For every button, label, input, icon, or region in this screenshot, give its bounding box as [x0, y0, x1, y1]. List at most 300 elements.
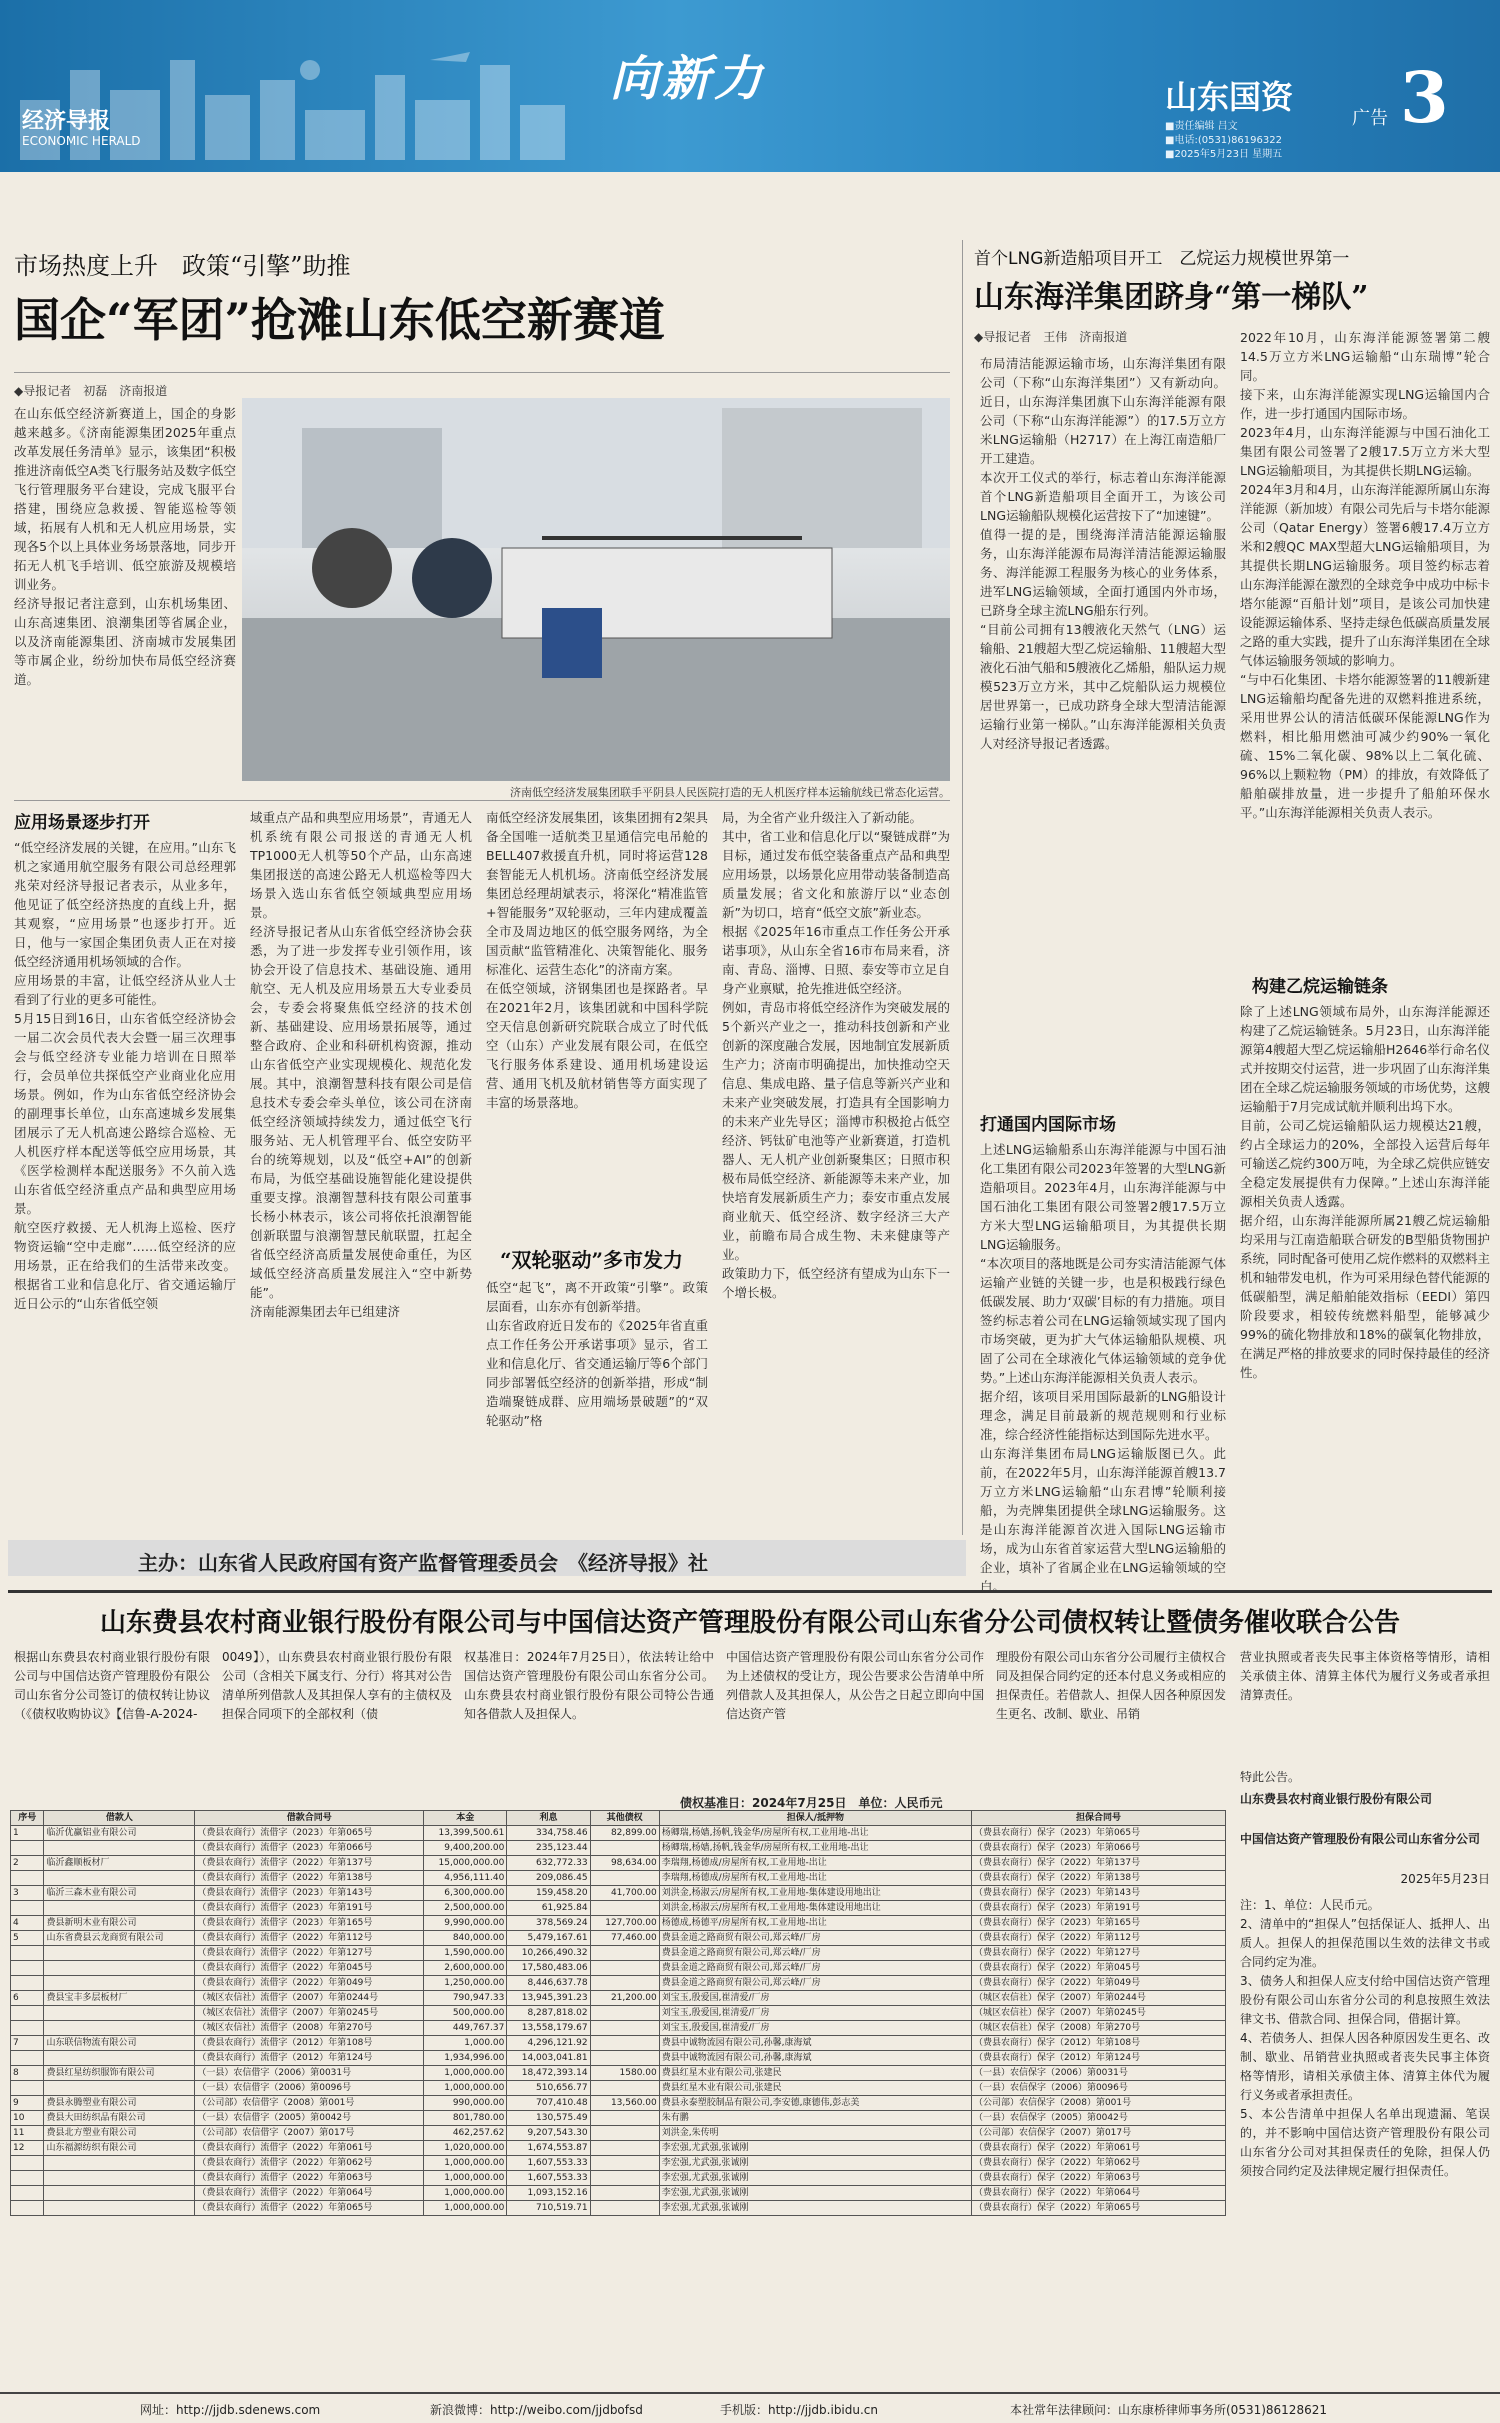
- table-cell: [44, 1961, 195, 1976]
- table-cell: （城区农信社）保字（2007）年第0244号: [972, 1991, 1226, 2006]
- table-cell: 费县永腾塑业有限公司: [44, 2096, 195, 2111]
- table-cell: [11, 1901, 44, 1916]
- table-cell: 5: [11, 1931, 44, 1946]
- table-cell: [11, 1976, 44, 1991]
- table-cell: （城区农信社）流借字（2008）年第270号: [195, 2021, 424, 2036]
- table-cell: 235,123.44: [507, 1841, 590, 1856]
- table-cell: 13,399,500.61: [424, 1826, 507, 1841]
- table-cell: 790,947.33: [424, 1991, 507, 2006]
- table-cell: [44, 1946, 195, 1961]
- table-row: [11, 1931, 1226, 1946]
- article1-column-3b: 低空“起飞”，离不开政策“引擎”。政策层面看，山东亦有创新举措。 山东省政府近日发布的《2025年省直重点工作任务公开承诺事项》显示，省工业和信息化厅、省交通运输厅等6个部门同步部署低空经济的创新举措，形成“制造端聚链成群、应用端场景破题”的“双轮驱动”格: [486, 1280, 708, 1428]
- table-cell: （一县）农信保字（2006）第0031号: [972, 2066, 1226, 2081]
- table-cell: 500,000.00: [424, 2006, 507, 2021]
- table-cell: 临沂优赢铝业有限公司: [44, 1826, 195, 1841]
- notice-signer-2: 中国信达资产管理股份有限公司山东省分公司: [1240, 1832, 1481, 1846]
- table-cell: [590, 1961, 659, 1976]
- table-cell: （费县农商行）流借字（2023）年第165号: [195, 1916, 424, 1931]
- table-cell: （费县农商行）保字（2023）年第191号: [972, 1901, 1226, 1916]
- table-cell: 费县中诚物流园有限公司,孙馨,康海斌: [659, 2051, 971, 2066]
- table-cell: 130,575.49: [507, 2111, 590, 2126]
- table-cell: 9,400,200.00: [424, 1841, 507, 1856]
- table-row: [11, 1901, 1226, 1916]
- newspaper-brand-en: ECONOMIC HERALD: [22, 134, 141, 148]
- table-row: [11, 1916, 1226, 1931]
- article1-byline: ◆导报记者 初磊 济南报道: [14, 384, 168, 398]
- table-cell: （费县农商行）流借字（2012）年第108号: [195, 2036, 424, 2051]
- article2-kicker: 首个LNG新造船项目开工 乙烷运力规模世界第一: [974, 249, 1350, 269]
- table-cell: （费县农商行）保字（2022）年第061号: [972, 2141, 1226, 2156]
- table-cell: 1,674,553.87: [507, 2141, 590, 2156]
- table-cell: 77,460.00: [590, 1931, 659, 1946]
- table-cell: 1,000,000.00: [424, 2186, 507, 2201]
- notice-sign-date: 2025年5月23日: [1400, 1872, 1490, 1886]
- table-header-row: [11, 1811, 1226, 1826]
- table-cell: [44, 2081, 195, 2096]
- table-cell: 费县金道之路商贸有限公司,郑云峰/厂房: [659, 1976, 971, 1991]
- notice-text-1: 根据山东费县农村商业银行股份有限公司与中国信达资产管理股份有限公司山东省分公司签订的债权转让协议（《债权收购协议》【信鲁-A-2024-: [14, 1650, 210, 1721]
- table-cell: 费县北方塑业有限公司: [44, 2126, 195, 2141]
- table-cell: 13,945,391.23: [507, 1991, 590, 2006]
- footer-legal: 本社常年法律顾问：山东康桥律师事务所(0531)86128621: [1010, 2403, 1327, 2417]
- table-cell: [11, 1841, 44, 1856]
- table-cell: 费县中诚物流园有限公司,孙馨,康海斌: [659, 2036, 971, 2051]
- table-header-cell: 利息: [507, 1811, 590, 1826]
- masthead-info: [1165, 120, 1405, 162]
- notice-sign-label: 特此公告。: [1240, 1770, 1301, 1784]
- table-cell: 4,296,121.92: [507, 2036, 590, 2051]
- table-cell: 1,607,553.33: [507, 2171, 590, 2186]
- table-cell: [44, 2051, 195, 2066]
- table-row: [11, 2066, 1226, 2081]
- page-footer: [0, 2392, 1500, 2423]
- table-cell: 334,758.46: [507, 1826, 590, 1841]
- table-cell: （费县农商行）流借字（2023）年第065号: [195, 1826, 424, 1841]
- table-cell: （费县农商行）流借字（2022）年第045号: [195, 1961, 424, 1976]
- table-row: [11, 2096, 1226, 2111]
- table-cell: 9,207,543.30: [507, 2126, 590, 2141]
- table-cell: 1,000,000.00: [424, 2066, 507, 2081]
- table-row: [11, 1856, 1226, 1871]
- table-cell: （费县农商行）保字（2022）年第049号: [972, 1976, 1226, 1991]
- table-cell: 707,410.48: [507, 2096, 590, 2111]
- notice-text-4: 中国信达资产管理股份有限公司山东省分公司作为上述债权的受让方，现公告要求公告清单中所列借款人及其担保人，从公告之日起立即向中国信达资产管: [726, 1650, 984, 1721]
- table-cell: [11, 2006, 44, 2021]
- table-cell: [44, 2156, 195, 2171]
- table-cell: 杨卿瑞,杨嫱,扬帆,钱金华/房屋所有权,工业用地-出让: [659, 1826, 971, 1841]
- table-cell: 1,000,000.00: [424, 2201, 507, 2216]
- table-cell: 3: [11, 1886, 44, 1901]
- table-cell: [44, 2021, 195, 2036]
- notice-text-3: 权基准日：2024年7月25日），依法转让给中国信达资产管理股份有限公司山东省分公司。山东费县农村商业银行股份有限公司特公告通知各借款人及担保人。: [464, 1650, 714, 1721]
- table-cell: [590, 1871, 659, 1886]
- table-header-cell: 序号: [11, 1811, 44, 1826]
- table-cell: 李瑞翔,杨德成/房屋所有权,工业用地-出让: [659, 1871, 971, 1886]
- table-cell: （费县农商行）保字（2023）年第165号: [972, 1916, 1226, 1931]
- table-cell: 1,590,000.00: [424, 1946, 507, 1961]
- table-cell: 1,934,996.00: [424, 2051, 507, 2066]
- table-cell: （费县农商行）保字（2023）年第143号: [972, 1886, 1226, 1901]
- table-row: [11, 2111, 1226, 2126]
- table-cell: 刘洪金,朱传明: [659, 2126, 971, 2141]
- table-row: [11, 1946, 1226, 1961]
- slogan-title: 向新力: [610, 51, 767, 107]
- footer-website[interactable]: 网址：http://jjdb.sdenews.com: [140, 2403, 321, 2417]
- table-cell: [590, 2051, 659, 2066]
- table-cell: 159,458.20: [507, 1886, 590, 1901]
- article2-column-2b: 除了上述LNG领域布局外，山东海洋能源还构建了乙烷运输链条。5月23日，山东海洋能源第4艘超大型乙烷运输船H2646举行命名仪式并按期交付运营，进一步巩固了山东海洋集团在全球乙烷运输服务领域的市场优势，这艘运输船于7月完成试航并顺利出坞下水。 目前，公司乙烷运输船队运力规模达21艘，约占全球运力的20%，全部投入运营后每年可输送乙烷约300万吨，为全球乙烷供应链安全稳定发展提供有力保障。”上述山东海洋能源相关负责人透露。 据介绍，山东海洋能源所属21艘乙烷运输船均采用与江南造船联合研发的B型船货物围护系统，同时配备可使用乙烷作燃料的双燃料主机和轴带发电机，作为可采用绿色替代能源的低碳船型，满足船舶能效指标（EEDI）第四阶段要求，相较传统燃料船型，能够减少99%的硫化物排放和18%的碳氧化物排放，在满足严格的排放要求的同时保持最佳的经济性。: [1240, 1004, 1491, 1380]
- table-cell: 1,000,000.00: [424, 2156, 507, 2171]
- ad-tag: 广告: [1352, 108, 1388, 129]
- article2-subheading-1: 打通国内国际市场: [980, 1115, 1116, 1135]
- table-cell: （费县农商行）保字（2022）年第112号: [972, 1931, 1226, 1946]
- table-cell: 费县新明木业有限公司: [44, 1916, 195, 1931]
- table-cell: 费县金道之路商贸有限公司,郑云峰/厂房: [659, 1946, 971, 1961]
- table-cell: [44, 1841, 195, 1856]
- article1-headline: 国企“军团”抢滩山东低空新赛道: [14, 293, 665, 347]
- table-cell: （费县农商行）流借字（2022）年第137号: [195, 1856, 424, 1871]
- table-cell: 费县红星纺织服饰有限公司: [44, 2066, 195, 2081]
- table-cell: 12: [11, 2141, 44, 2156]
- table-cell: 费县金道之路商贸有限公司,郑云峰/厂房: [659, 1931, 971, 1946]
- photo-caption: 济南低空经济发展集团联手平阴县人民医院打造的无人机医疗样本运输航线已常态化运营。: [510, 786, 950, 799]
- table-cell: 15,000,000.00: [424, 1856, 507, 1871]
- table-header-cell: 借款人: [44, 1811, 195, 1826]
- table-cell: 710,519.71: [507, 2201, 590, 2216]
- table-row: [11, 1961, 1226, 1976]
- table-cell: 李宏强,尤武强,张诚刚: [659, 2141, 971, 2156]
- table-cell: [11, 2081, 44, 2096]
- table-cell: [590, 2171, 659, 2186]
- table-row: [11, 2006, 1226, 2021]
- table-cell: （费县农商行）流借字（2022）年第138号: [195, 1871, 424, 1886]
- table-cell: 1,000,000.00: [424, 2171, 507, 2186]
- table-cell: （费县农商行）流借字（2022）年第063号: [195, 2171, 424, 2186]
- article2-column-1: 布局清洁能源运输市场，山东海洋集团有限公司（下称“山东海洋集团”）又有新动向。近日，山东海洋集团旗下山东海洋能源有限公司（下称“山东海洋能源”）的17.5万立方米LNG运输船（H2717）在上海江南造船厂开工建造。 本次开工仪式的举行，标志着山东海洋能源首个LNG新造船项目全面开工，为该公司LNG运输船队规模化运营按下了“加速键”。 值得一提的是，围绕海洋清洁能源运输服务，山东海洋能源布局海洋清洁能源运输服务、海洋能源工程服务为核心的业务体系，进军LNG运输领域，全面打通国内外市场，已跻身全球主流LNG船东行列。 “目前公司拥有13艘液化天然气（LNG）运输船、21艘超大型乙烷运输船、11艘超大型液化石油气船和5艘液化乙烯船，船队运力规模523万立方米，其中乙烷船队运力规模位居世界第一，已成功跻身全球大型清洁能源运输行业第一梯队。”山东海洋能源相关负责人对经济导报记者透露。: [980, 356, 1226, 751]
- table-cell: （费县农商行）保字（2022）年第127号: [972, 1946, 1226, 1961]
- table-cell: 82,899.00: [590, 1826, 659, 1841]
- table-row: [11, 2171, 1226, 2186]
- table-cell: 1,000,000.00: [424, 2081, 507, 2096]
- table-row: [11, 2021, 1226, 2036]
- masthead-banner: [0, 0, 1500, 172]
- notice-signer-1: 山东费县农村商业银行股份有限公司: [1240, 1792, 1433, 1806]
- table-cell: 刘宝玉,殷爱国,崔清爱/厂房: [659, 2021, 971, 2036]
- table-cell: （费县农商行）保字（2022）年第138号: [972, 1871, 1226, 1886]
- table-cell: 1,093,152.16: [507, 2186, 590, 2201]
- table-cell: 8: [11, 2066, 44, 2081]
- table-cell: [590, 2036, 659, 2051]
- table-cell: 山东省费县云龙商贸有限公司: [44, 1931, 195, 1946]
- table-cell: [590, 2186, 659, 2201]
- table-cell: 840,000.00: [424, 1931, 507, 1946]
- table-row: [11, 2201, 1226, 2216]
- article2-byline: ◆导报记者 王伟 济南报道: [974, 330, 1128, 344]
- table-cell: 10,266,490.32: [507, 1946, 590, 1961]
- table-cell: （费县农商行）流借字（2022）年第112号: [195, 1931, 424, 1946]
- table-cell: （费县农商行）流借字（2022）年第127号: [195, 1946, 424, 1961]
- notice-text-6: 营业执照或者丧失民事主体资格等情形，请相关承债主体、清算主体代为履行义务或者承担清算责任。: [1240, 1650, 1490, 1702]
- table-row: [11, 2141, 1226, 2156]
- table-cell: [44, 2006, 195, 2021]
- table-cell: 2: [11, 1856, 44, 1871]
- table-cell: [11, 2171, 44, 2186]
- table-cell: [590, 2201, 659, 2216]
- table-cell: 6,300,000.00: [424, 1886, 507, 1901]
- table-cell: （费县农商行）保字（2012）年第124号: [972, 2051, 1226, 2066]
- table-cell: 费县永泰塑胶制品有限公司,李安德,康德伟,彭志美: [659, 2096, 971, 2111]
- table-cell: [44, 2201, 195, 2216]
- table-row: [11, 1976, 1226, 1991]
- notice-text-5: 理股份有限公司山东省分公司履行主债权合同及担保合同约定的还本付息义务或相应的担保责任。若借款人、担保人因各种原因发生更名、改制、歇业、吊销: [996, 1650, 1226, 1721]
- article1-column-4: 局，为全省产业升级注入了新动能。 其中，省工业和信息化厅以“聚链成群”为目标，通过发布低空装备重点产品和典型应用场景，以场景化应用带动装备制造高质量发展；省文化和旅游厅以“业态创新”为切口，培育“低空文旅”新业态。 根据《2025年16市重点工作任务公开承诺事项》，从山东全省16市布局来看，济南、青岛、淄博、日照、泰安等市立足自身产业禀赋，抢先推进低空经济。 例如，青岛市将低空经济作为突破发展的5个新兴产业之一，推动科技创新和产业创新的深度融合发展，因地制宜发展新质生产力；济南市明确提出，加快推动空天信息、集成电路、量子信息等新兴产业和未来产业突破发展，打造具有全国影响力的未来产业先导区；淄博市积极抢占低空经济、钙钛矿电池等产业新赛道，打造机器人、无人机产业创新聚集区；日照市积极布局低空经济、新能源等未来产业，加快培育发展新质生产力；泰安市重点发展商业航天、低空经济、数字经济三大产业，前瞻布局合成生物、未来健康等产业。 政策助力下，低空经济有望成为山东下一个增长极。: [722, 810, 950, 1300]
- table-row: [11, 1871, 1226, 1886]
- table-cell: 朱有鹏: [659, 2111, 971, 2126]
- table-cell: 462,257.62: [424, 2126, 507, 2141]
- table-cell: 990,000.00: [424, 2096, 507, 2111]
- divider: [14, 800, 950, 801]
- article1-subheading-2: “双轮驱动”多市发力: [500, 1248, 684, 1272]
- table-cell: 1580.00: [590, 2066, 659, 2081]
- table-cell: [11, 1961, 44, 1976]
- table-cell: 449,767.37: [424, 2021, 507, 2036]
- table-cell: 李宏强,尤武强,张诚刚: [659, 2201, 971, 2216]
- table-cell: 1,607,553.33: [507, 2156, 590, 2171]
- table-cell: 山东福源纺织有限公司: [44, 2141, 195, 2156]
- table-cell: （城区农信社）流借字（2007）年第0245号: [195, 2006, 424, 2021]
- table-cell: （一县）农信保字（2005）第0042号: [972, 2111, 1226, 2126]
- table-row: [11, 1841, 1226, 1856]
- table-cell: （公司部）农信借字（2008）第001号: [195, 2096, 424, 2111]
- date-line: ■2025年5月23日 星期五: [1165, 149, 1283, 160]
- newspaper-brand: 经济导报: [22, 109, 111, 134]
- sponsor-bar: [8, 1540, 966, 1576]
- notice-notes: 注：1、单位：人民币元。 2、清单中的“担保人”包括保证人、抵押人、出质人。担保人的担保范围以生效的法律文书或合同约定为准。 3、债务人和担保人应支付给中国信达资产管理股份有限公司山东省分公司的利息按照生效法律文书、借款合同、担保合同，借据计算。 4、若债务人、担保人因各种原因发生更名、改制、歇业、吊销营业执照或者丧失民事主体资格等情形，请相关承债主体、清算主体代为履行义务或者承担责任。 5、本公告清单中担保人名单出现遗漏、笔误的，并不影响中国信达资产管理股份有限公司山东省分公司对其担保责任的免除，担保人仍须按合同约定及法律规定履行担保责任。: [1240, 1898, 1490, 2178]
- notice-text-2: 0049】），山东费县农村商业银行股份有限公司（含相关下属支行、分行）将其对公告清单所列借款人及其担保人享有的主债权及担保合同项下的全部权利（债: [222, 1650, 452, 1721]
- article2-column-2: 2022年10月，山东海洋能源签署第二艘14.5万立方米LNG运输船“山东瑞博”轮合同。 接下来，山东海洋能源实现LNG运输国内合作，进一步打通国内国际市场。 2023年4月，山东海洋能源与中国石油化工集团有限公司签署了2艘17.5万立方米大型LNG运输船项目，为其提供长期LNG运输。 2024年3月和4月，山东海洋能源所属山东海洋能源（新加坡）有限公司先后与卡塔尔能源公司（Qatar Energy）签署6艘17.4万立方米和2艘QC MAX型超大LNG运输船项目，为其提供长期LNG运输服务。项目签约标志着山东海洋能源在激烈的全球竞争中成功中标卡塔尔能源“百船计划”项目，是该公司加快建设能源运输体系、坚持走绿色低碳高质量发展之路的重大实践，提升了山东海洋集团在全球气体运输服务领域的影响力。 “与中石化集团、卡塔尔能源签署的11艘新建LNG运输船均配备先进的双燃料推进系统，采用世界公认的清洁低碳环保能源LNG作为燃料，相比船用燃油可减少约90%一氧化硫、15%二氧化碳、98%以上二氧化硫、96%以上颗粒物（PM）的排放，有效降低了船舶碳排放量，进一步提升了船舶环保水平。”山东海洋能源相关负责人表示。: [1240, 330, 1491, 820]
- article2-subheading-2: 构建乙烷运输链条: [1252, 977, 1388, 997]
- article2-column-1b: 上述LNG运输船系山东海洋能源与中国石油化工集团有限公司2023年签署的大型LNG新造船项目。2023年4月，山东海洋能源与中国石油化工集团有限公司签署2艘17.5万立方米大型LNG运输船项目，为其提供长期LNG运输服务。 “本次项目的落地既是公司夯实清洁能源气体运输产业链的关键一步，也是积极践行绿色低碳发展、助力‘双碳’目标的有力措施。项目签约标志着公司在LNG运输领域实现了国内市场突破，更为扩大气体运输船队规模、巩固了公司在全球液化气体运输领域的竞争优势。”上述山东海洋能源相关负责人表示。 据介绍，该项目采用国际最新的LNG船设计理念，满足目前最新的规范规则和行业标准，综合经济性能指标达到国际先进水平。 山东海洋集团布局LNG运输版图已久。此前，在2022年5月，山东海洋能源首艘13.7万立方米LNG运输船“山东君博”轮顺利接船，为壳牌集团提供全球LNG运输服务。这是山东海洋能源首次进入国际LNG运输市场，成为山东省首家运营大型LNG运输船的企业，填补了省属企业在LNG运输领域的空白。: [980, 1142, 1226, 1594]
- table-cell: （费县农商行）流借字（2012）年第124号: [195, 2051, 424, 2066]
- table-cell: 李宏强,尤武强,张诚刚: [659, 2186, 971, 2201]
- table-cell: 5,479,167.61: [507, 1931, 590, 1946]
- table-cell: 杨德成,杨德平/房屋所有权,工业用地-出让: [659, 1916, 971, 1931]
- table-cell: （费县农商行）保字（2022）年第064号: [972, 2186, 1226, 2201]
- table-cell: 13,558,179.67: [507, 2021, 590, 2036]
- table-cell: （费县农商行）流借字（2022）年第064号: [195, 2186, 424, 2201]
- table-cell: [11, 2201, 44, 2216]
- table-caption: 债权基准日：2024年7月25日 单位：人民币元: [680, 1796, 943, 1810]
- table-cell: （一县）农信借字（2006）第0031号: [195, 2066, 424, 2081]
- table-cell: [590, 2126, 659, 2141]
- table-cell: 4,956,111.40: [424, 1871, 507, 1886]
- table-cell: [590, 2156, 659, 2171]
- table-cell: 1,250,000.00: [424, 1976, 507, 1991]
- article2-headline: 山东海洋集团跻身“第一梯队”: [974, 280, 1369, 315]
- table-cell: （费县农商行）保字（2022）年第063号: [972, 2171, 1226, 2186]
- table-cell: 李宏强,尤武强,张诚刚: [659, 2171, 971, 2186]
- table-cell: [590, 2111, 659, 2126]
- table-cell: （费县农商行）保字（2012）年第108号: [972, 2036, 1226, 2051]
- table-cell: 21,200.00: [590, 1991, 659, 2006]
- phone-line: ■电话:(0531)86196322: [1165, 135, 1282, 146]
- table-cell: 费县宝丰多层板材厂: [44, 1991, 195, 2006]
- table-cell: （公司部）农信借字（2007）第017号: [195, 2126, 424, 2141]
- table-cell: 632,772.33: [507, 1856, 590, 1871]
- table-cell: （费县农商行）流借字（2022）年第065号: [195, 2201, 424, 2216]
- table-cell: [590, 1946, 659, 1961]
- table-cell: （城区农信社）保字（2007）年第0245号: [972, 2006, 1226, 2021]
- table-cell: 费县金道之路商贸有限公司,郑云峰/厂房: [659, 1961, 971, 1976]
- table-cell: 山东联信物流有限公司: [44, 2036, 195, 2051]
- table-cell: （费县农商行）保字（2023）年第065号: [972, 1826, 1226, 1841]
- table-cell: （一县）农信保字（2006）第0096号: [972, 2081, 1226, 2096]
- table-cell: 临沂三森木业有限公司: [44, 1886, 195, 1901]
- table-cell: （费县农商行）保字（2022）年第065号: [972, 2201, 1226, 2216]
- table-cell: （费县农商行）流借字（2022）年第062号: [195, 2156, 424, 2171]
- table-row: [11, 2051, 1226, 2066]
- table-cell: 9,990,000.00: [424, 1916, 507, 1931]
- footer-weibo[interactable]: 新浪微博：http://weibo.com/jjdbofsd: [430, 2403, 643, 2417]
- table-cell: [44, 2186, 195, 2201]
- table-row: [11, 2036, 1226, 2051]
- table-cell: （城区农信社）流借字（2007）年第0244号: [195, 1991, 424, 2006]
- news-photo: [242, 398, 950, 781]
- page-number: 3: [1400, 56, 1449, 139]
- table-cell: （费县农商行）流借字（2023）年第143号: [195, 1886, 424, 1901]
- table-row: [11, 1991, 1226, 2006]
- table-cell: 801,780.00: [424, 2111, 507, 2126]
- table-cell: [590, 1841, 659, 1856]
- table-cell: （公司部）农信保字（2008）第001号: [972, 2096, 1226, 2111]
- table-cell: 刘宝玉,殷爱国,崔清爱/厂房: [659, 2006, 971, 2021]
- table-cell: 刘宝玉,殷爱国,崔清爱/厂房: [659, 1991, 971, 2006]
- table-cell: （费县农商行）流借字（2023）年第191号: [195, 1901, 424, 1916]
- table-row: [11, 2156, 1226, 2171]
- table-cell: [11, 2021, 44, 2036]
- table-cell: [590, 2081, 659, 2096]
- table-cell: （费县农商行）保字（2022）年第062号: [972, 2156, 1226, 2171]
- table-cell: 378,569.24: [507, 1916, 590, 1931]
- editor-line: ■责任编辑 吕文: [1165, 121, 1238, 132]
- table-cell: 1,020,000.00: [424, 2141, 507, 2156]
- table-cell: 4: [11, 1916, 44, 1931]
- table-cell: 8,446,637.78: [507, 1976, 590, 1991]
- table-cell: [44, 1976, 195, 1991]
- drone-photo-illustration: [242, 398, 950, 781]
- table-cell: 209,086.45: [507, 1871, 590, 1886]
- table-cell: （费县农商行）保字（2022）年第045号: [972, 1961, 1226, 1976]
- table-cell: 41,700.00: [590, 1886, 659, 1901]
- table-cell: 14,003,041.81: [507, 2051, 590, 2066]
- table-cell: [11, 2156, 44, 2171]
- table-cell: [590, 2021, 659, 2036]
- table-header-cell: 借款合同号: [195, 1811, 424, 1826]
- table-cell: [590, 1901, 659, 1916]
- article1-lead: 在山东低空经济新赛道上，国企的身影越来越多。《济南能源集团2025年重点改革发展任务清单》显示，该集团“积极推进济南低空A类飞行服务站及数字低空飞行管理服务平台建设，完成飞服平台搭建，围绕应急救援、智能巡检等领域，拓展有人机和无人机应用场景，实现各5个以上具体业务场景落地，同步开拓无人机飞手培训、低空旅游及规模培训业务。 经济导报记者注意到，山东机场集团、山东高速集团、浪潮集团等省属企业，以及济南能源集团、济南城市发展集团等市属企业，纷纷加快布局低空经济赛道。: [14, 406, 236, 687]
- article1-kicker: 市场热度上升 政策“引擎”助推: [14, 252, 351, 280]
- table-header-cell: 本金: [424, 1811, 507, 1826]
- table-cell: （一县）农信借字（2006）第0096号: [195, 2081, 424, 2096]
- table-cell: 6: [11, 1991, 44, 2006]
- table-row: [11, 2186, 1226, 2201]
- table-cell: [11, 2186, 44, 2201]
- table-cell: 61,925.84: [507, 1901, 590, 1916]
- table-cell: 7: [11, 2036, 44, 2051]
- table-cell: [44, 2171, 195, 2186]
- table-cell: [11, 2051, 44, 2066]
- table-cell: （城区农信社）保字（2008）年第270号: [972, 2021, 1226, 2036]
- table-cell: 李瑞翔,杨德成/房屋所有权,工业用地-出让: [659, 1856, 971, 1871]
- table-cell: 127,700.00: [590, 1916, 659, 1931]
- table-header-cell: 担保合同号: [972, 1811, 1226, 1826]
- table-cell: 10: [11, 2111, 44, 2126]
- table-cell: 李宏强,尤武强,张诚刚: [659, 2156, 971, 2171]
- article1-column-3: 南低空经济发展集团，该集团拥有2架具备全国唯一适航类卫星通信完电吊舱的BELL407救援直升机，同时将运营128套智能无人机机场。济南低空经济发展集团总经理胡斌表示，将深化“精准监管+智能服务”双轮驱动，三年内建成覆盖全市及周边地区的低空服务网络，为全国贡献“监管精准化、决策智能化、服务标准化、运营生态化”的济南方案。 在低空领域，济钢集团也是探路者。早在2021年2月，该集团就和中国科学院空天信息创新研究院联合成立了时代低空（山东）产业发展有限公司，在低空飞行服务体系建设、通用机场建设运营、通用飞机及航材销售等方面实现了丰富的场景落地。: [486, 810, 708, 1110]
- table-cell: （费县农商行）流借字（2022）年第049号: [195, 1976, 424, 1991]
- table-cell: 2,500,000.00: [424, 1901, 507, 1916]
- table-cell: （一县）农信借字（2005）第0042号: [195, 2111, 424, 2126]
- table-cell: [590, 1976, 659, 1991]
- table-cell: 18,472,393.14: [507, 2066, 590, 2081]
- table-cell: 刘洪金,杨淑云/房屋所有权,工业用地-集体建设用地出让: [659, 1886, 971, 1901]
- section-title: 山东国资: [1165, 78, 1294, 116]
- table-row: [11, 1886, 1226, 1901]
- table-cell: 杨卿瑞,杨嫱,扬帆,钱金华/房屋所有权,工业用地-出让: [659, 1841, 971, 1856]
- table-cell: （费县农商行）保字（2022）年第137号: [972, 1856, 1226, 1871]
- table-cell: 98,634.00: [590, 1856, 659, 1871]
- table-cell: [590, 2141, 659, 2156]
- sponsor-text: 主办：山东省人民政府国有资产监督管理委员会 《经济导报》社: [138, 1551, 708, 1575]
- table-cell: [11, 1871, 44, 1886]
- debt-table: [10, 1810, 1226, 2216]
- table-row: [11, 2126, 1226, 2141]
- article1-subheading-1: 应用场景逐步打开: [14, 813, 150, 833]
- article1-column-1: “低空经济发展的关键，在应用。”山东飞机之家通用航空服务有限公司总经理郭兆荣对经济导报记者表示，从业多年，他见证了低空经济热度的直线上升，据其观察，“应用场景”也逐步打开。近日，他与一家国企集团负责人正在对接低空经济通用机场领域的合作。 应用场景的丰富，让低空经济从业人士看到了行业的更多可能性。 5月15日到16日，山东省低空经济协会一届二次会员代表大会暨一届三次理事会与低空经济专业能力培训在日照举行，会员单位共探低空产业商业化应用场景。例如，作为山东省低空经济协会的副理事长单位，山东高速城乡发展集团展示了无人机高速公路综合巡检、无人机医疗样本配送等低空应用场景，其《医学检测样本配送服务》不久前入选山东省低空经济重点产品和典型应用场景。 航空医疗救援、无人机海上巡检、医疗物资运输“空中走廊”……低空经济的应用场景，正在给我们的生活带来改变。根据省工业和信息化厅、省交通运输厅近日公示的“山东省低空领: [14, 840, 236, 1311]
- article1-column-2: 域重点产品和典型应用场景”，青通无人机系统有限公司报送的青通无人机TP1000无人机等50个产品，山东高速集团报送的高速公路无人机巡检等四大场景入选山东省低空领域典型应用场景。 经济导报记者从山东省低空经济协会获悉，为了进一步发挥专业引领作用，该协会开设了信息技术、基础设施、通用航空、无人机及应用场景五大专业委员会，专委会将聚焦低空经济的技术创新、基础建设、应用场景拓展等，通过整合政府、企业和科研机构资源，推动山东省低空产业实现规模化、规范化发展。其中，浪潮智慧科技有限公司是信息技术专委会牵头单位，该公司在济南低空经济领域持续发力，通过低空飞行服务站、无人机管理平台、低空安防平台的统筹规划，以及“低空+AI”的创新布局，为低空基础设施智能化建设提供重要支撑。浪潮智慧科技有限公司董事长杨小林表示，该公司将依托浪潮智能创新联盟与浪潮智慧民航联盟，扛起全省低空经济高质量发展使命重任，为区域低空经济高质量发展注入“空中新势能”。 济南能源集团去年已组建济: [250, 810, 472, 1319]
- table-cell: [11, 1946, 44, 1961]
- table-cell: 11: [11, 2126, 44, 2141]
- table-row: [11, 2081, 1226, 2096]
- notice-title: 山东费县农村商业银行股份有限公司与中国信达资产管理股份有限公司山东省分公司债权转让暨债务催收联合公告: [99, 1608, 1400, 1638]
- table-header-cell: 其他债权: [590, 1811, 659, 1826]
- table-cell: [590, 2006, 659, 2021]
- table-header-cell: 担保人/抵押物: [659, 1811, 971, 1826]
- table-cell: 1,000.00: [424, 2036, 507, 2051]
- table-cell: 1: [11, 1826, 44, 1841]
- table-cell: 临沂鑫顺板材厂: [44, 1856, 195, 1871]
- table-cell: 13,560.00: [590, 2096, 659, 2111]
- table-cell: 510,656.77: [507, 2081, 590, 2096]
- table-cell: 8,287,818.02: [507, 2006, 590, 2021]
- table-cell: 费县红星木业有限公司,张建民: [659, 2081, 971, 2096]
- table-cell: （费县农商行）保字（2023）年第066号: [972, 1841, 1226, 1856]
- table-cell: 17,580,483.06: [507, 1961, 590, 1976]
- footer-mobile[interactable]: 手机版：http://jjdb.ibidu.cn: [720, 2403, 879, 2417]
- table-cell: （费县农商行）流借字（2023）年第066号: [195, 1841, 424, 1856]
- table-cell: [44, 1871, 195, 1886]
- table-cell: （费县农商行）流借字（2022）年第061号: [195, 2141, 424, 2156]
- table-cell: 刘洪金,杨淑云/房屋所有权,工业用地-集体建设用地出让: [659, 1901, 971, 1916]
- divider: [14, 372, 950, 373]
- table-cell: 2,600,000.00: [424, 1961, 507, 1976]
- table-cell: [44, 1901, 195, 1916]
- table-cell: 9: [11, 2096, 44, 2111]
- column-divider: [962, 240, 963, 1535]
- table-cell: 费县红星木业有限公司,张建民: [659, 2066, 971, 2081]
- table-row: [11, 1826, 1226, 1841]
- table-cell: （公司部）农信保字（2007）第017号: [972, 2126, 1226, 2141]
